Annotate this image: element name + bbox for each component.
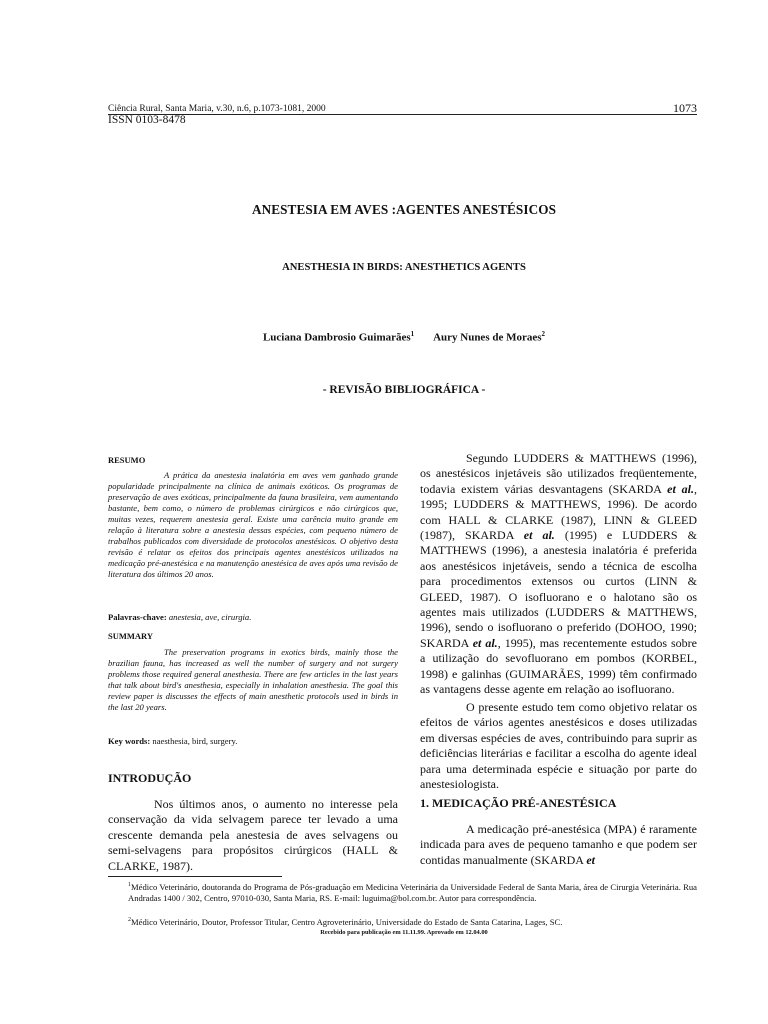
introducao-heading: INTRODUÇÃO (108, 771, 192, 785)
received-dates: Recebido para publicação em 11.11.99. Aprovado em 12.04.00 (320, 929, 488, 936)
resumo-text (108, 470, 398, 580)
author-1-affiliation-mark: 1 (410, 330, 415, 338)
section-type: - REVISÃO BIBLIOGRÁFICA - (322, 384, 486, 396)
para2-body: O presente estudo tem como objetivo relatar os efeitos de vários agentes anestésicos e doses utilizadas em diversas espécies de aves, contribuindo para suprir as deficiências literárias e facilitar a escolha do agente ideal para uma determinada espécie e situação por parte do anestesiologista. (420, 700, 697, 792)
title-portuguese: ANESTESIA EM AVES :AGENTES ANESTÉSICOS (251, 202, 557, 217)
summary-text (108, 647, 398, 713)
footnote-1-mark: 1 (128, 882, 131, 888)
para1-part-c: , 1995; LUDDERS & MATTHEWS, 1996). De acordo com HALL & CLARKE (1987), LINN & GLEED (1987), SKARDA (420, 481, 698, 543)
key-words (108, 736, 398, 747)
author-2-name: Aury Nunes de Moraes (433, 331, 542, 344)
palavras-chave (108, 612, 398, 623)
header-rule (108, 114, 697, 115)
resumo-heading: RESUMO (108, 455, 146, 465)
resumo-body: A prática da anestesia inalatória em aves vem ganhado grande popularidade principalmente na clínica de animais exóticos. Os programas de preservação de aves exóticas, principalmente da fauna brasileira, vem aumentando bastante, bem como, o número de problemas cirúrgicos e não cirúrgicos que, muitas vezes, requerem anestesia geral. Existe uma carência muito grande em relação à literatura sobre a anestesia dessas espécies, com pequeno número de trabalhos publicados com diversidade de protocolos anestésicos. O objetivo desta revisão é relatar os efeitos dos principais agentes anestésicos utilizados na medicação pré-anestésica e na manutenção anestésica de aves após uma revisão de literatura dos últimos 20 anos. (108, 470, 398, 580)
right-paragraph-3 (420, 822, 697, 868)
para1-etal-2: et al. (523, 528, 555, 543)
title-english: ANESTHESIA IN BIRDS: ANESTHETICS AGENTS (282, 262, 526, 273)
para3-part-a: A medicação pré-anestésica (MPA) é raramente indicada para aves de pequeno tamanho e que podem ser contidas manualmente (SKARDA (420, 822, 697, 867)
authors (0, 330, 768, 344)
introducao-text (108, 797, 398, 874)
key-words-value: naesthesia, bird, surgery. (152, 736, 238, 746)
para1-etal-1: et al. (667, 481, 695, 496)
page-number: 1073 (673, 101, 697, 115)
right-paragraph-1 (420, 451, 697, 698)
para1-part-e: (1995) e LUDDERS & MATTHEWS (1996), a anestesia inalatória é preferida aos anestésicos injetáveis, sendo a técnica de escolha para procedimentos extensos ou curtos (LINN & GLEED, 1987). O isofluorano e o halotano são os agentes mais utilizados (LUDDERS & MATTHEWS, 1996), sendo o isofluorano o preferido (DOHOO, 1990; SKARDA (420, 528, 697, 650)
footnote-rule (108, 876, 282, 877)
right-paragraph-2 (420, 700, 697, 792)
para1-part-g: , 1995), mas recentemente estudos sobre a utilização do sevofluorano em pombos (KORBEL, 1998) e galinhas (GUIMARÃES, 1999) têm confirmado as vantagens desse agente em relação ao isofluorano. (420, 635, 697, 697)
summary-body: The preservation programs in exotics birds, mainly those the brazilian fauna, has increased as well the number of surgery and not surgery problems those required general anesthesia. There are few articles in the last years that talk about bird's anesthesia, especially in inhalation anesthesia. The goal this review paper is discusses the effects of main anesthetic protocols used in birds in the last 20 years. (108, 647, 398, 713)
summary-heading: SUMMARY (108, 631, 154, 641)
key-words-label: Key words: (108, 736, 151, 746)
palavras-chave-label: Palavras-chave: (108, 612, 167, 622)
introducao-body: Nos últimos anos, o aumento no interesse pela conservação da vida selvagem parece ter levado a uma crescente demanda pela anestesia de aves selvagens ou semi-selvagens para propósitos cirúrgicos (HALL & CLARKE, 1987). (108, 797, 398, 873)
author-2-affiliation-mark: 2 (541, 330, 546, 338)
para1-part-a: Segundo LUDDERS & MATTHEWS (1996), os anestésicos injetáveis são utilizados freqüentemente, todavia existem várias desvantagens (SKARDA (420, 451, 697, 496)
footnote-1 (128, 880, 697, 904)
para3-etal: et (586, 852, 595, 867)
author-1-name: Luciana Dambrosio Guimarães (262, 331, 411, 344)
footnote-2-text: Médico Veterinário, Doutor, Professor Titular, Centro Agroveterinário, Universidade do Estado de Santa Catarina, Lages, SC. (131, 916, 563, 927)
para1-etal-3: et al. (472, 635, 498, 650)
journal-reference: Ciência Rural, Santa Maria, v.30, n.6, p.1073-1081, 2000 (108, 104, 326, 114)
issn: ISSN 0103-8478 (108, 114, 186, 126)
footnote-2-mark: 2 (128, 917, 131, 923)
section-1-heading: 1. MEDICAÇÃO PRÉ-ANESTÉSICA (420, 796, 617, 810)
palavras-chave-value: anestesia, ave, cirurgia. (168, 612, 252, 622)
footnote-2 (128, 915, 697, 928)
footnote-1-text: Médico Veterinário, doutoranda do Programa de Pós-graduação em Medicina Veterinária da Universidade Federal de Santa Maria, área de Cirurgia Veterinária. Rua Andradas 1400 / 302, Centro, 97010-030, Santa Maria, RS. E-mail: luguima@bol.com.br. Autor para correspondência. (128, 881, 697, 903)
